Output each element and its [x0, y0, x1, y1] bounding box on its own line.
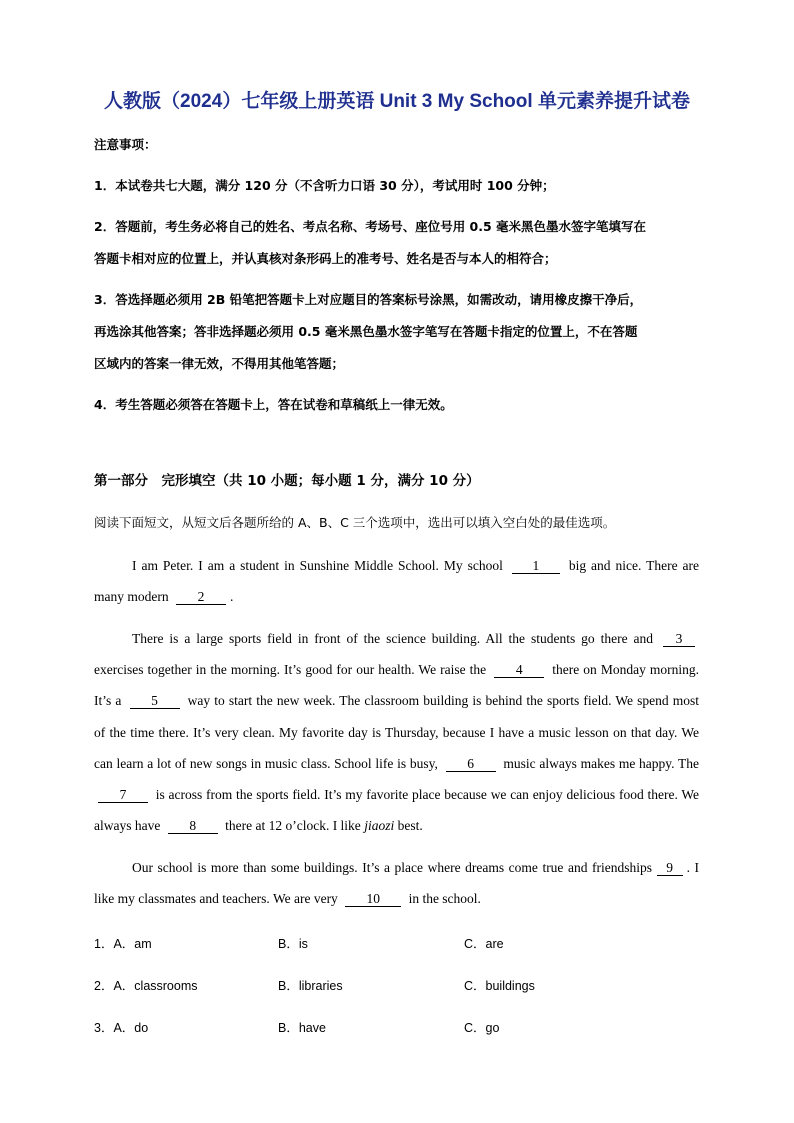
- section-heading: 第一部分 完形填空（共 10 小题；每小题 1 分，满分 10 分）: [94, 473, 480, 489]
- option-c: C．are: [464, 937, 504, 951]
- option-a: 3．A．do: [94, 1021, 149, 1035]
- options-row-3: [94, 1018, 704, 1036]
- option-b: B．libraries: [278, 979, 343, 993]
- notice-heading: 注意事项：: [94, 137, 157, 152]
- passage-text: I am Peter. I am a student in Sunshine Middle School. My school: [132, 558, 503, 573]
- option-a: 1．A．am: [94, 937, 152, 951]
- passage-text: there at 12 o’clock. I like: [225, 818, 361, 834]
- blank-2: 2: [176, 589, 226, 605]
- blank-4: 4: [494, 662, 544, 678]
- passage-text: music always makes me happy. The: [503, 755, 700, 771]
- blank-10: 10: [345, 891, 401, 907]
- notice-item-1: 1．本试卷共七大题，满分 120 分（不含听力口语 30 分），考试用时 100 分钟；: [94, 178, 555, 193]
- passage-text: .: [229, 589, 234, 605]
- notice-item-2: 2．答题前，考生务必将自己的姓名、考点名称、考场号、座位号用 0.5 毫米黑色墨水签字笔填写在: [94, 219, 647, 234]
- blank-3: 3: [663, 631, 695, 647]
- blank-5: 5: [130, 693, 180, 709]
- blank-1: 1: [512, 558, 560, 574]
- passage-paragraph-1: [94, 550, 699, 612]
- passage-text: is across from the sports field. It’s my favorite place because we can enjoy delicious food there. We always have: [94, 787, 699, 834]
- notice-item-3-cont: 再选涂其他答案；答非选择题必须用 0.5 毫米黑色墨水签字笔写在答题卡指定的位置上，不在答题: [94, 324, 638, 339]
- passage-text: there on Monday morning. It’s a: [94, 662, 700, 709]
- option-a: 2．A．classrooms: [94, 979, 198, 993]
- passage-text: Our school is more than some buildings. It’s a place where dreams come true and friendships: [132, 860, 653, 875]
- passage-text: There is a large sports field in front of the science building. All the students go there and: [132, 631, 654, 646]
- notice-item-3: 3．答选择题必须用 2B 铅笔把答题卡上对应题目的答案标号涂黑，如需改动，请用橡皮擦干净后，: [94, 292, 643, 307]
- blank-7: 7: [98, 787, 148, 803]
- passage-text: exercises together in the morning. It’s good for our health. We raise the: [94, 662, 487, 678]
- blank-8: 8: [168, 818, 218, 834]
- option-b: B．have: [278, 1021, 326, 1035]
- notice-item-4: 4．考生答题必须答在答题卡上，答在试卷和草稿纸上一律无效。: [94, 397, 453, 412]
- notice-item-3-cont2: 区域内的答案一律无效，不得用其他笔答题；: [94, 356, 345, 371]
- blank-6: 6: [446, 756, 496, 772]
- passage-paragraph-2: [94, 623, 699, 841]
- passage-italic-word: jiaozi: [364, 818, 395, 834]
- options-row-1: [94, 934, 704, 952]
- options-row-2: [94, 976, 704, 994]
- option-b: B．is: [278, 937, 308, 951]
- passage-text: in the school.: [408, 891, 481, 907]
- page-title: 人教版（2024）七年级上册英语 Unit 3 My School 单元素养提升试卷: [104, 91, 690, 112]
- passage-paragraph-3: [94, 852, 699, 914]
- passage-text: . I like my classmates and teachers. We are very: [94, 860, 700, 907]
- section-instruction: 阅读下面短文，从短文后各题所给的 A、B、C 三个选项中，选出可以填入空白处的最佳选项。: [94, 515, 616, 530]
- passage-text: way to start the new week. The classroom building is behind the sports field. We spend most of the time there. It’s very clean. My favorite day is Thursday, because I have a music lesson on that day. We can learn a lot of new songs in music class. School life is busy,: [94, 693, 700, 771]
- blank-9: 9: [657, 860, 683, 876]
- option-c: C．buildings: [464, 979, 535, 993]
- passage-text: big and nice. There are many modern: [94, 558, 700, 605]
- passage-text: best.: [397, 818, 423, 834]
- notice-item-2-cont: 答题卡相对应的位置上，并认真核对条形码上的准考号、姓名是否与本人的相符合；: [94, 251, 557, 266]
- option-c: C．go: [464, 1021, 500, 1035]
